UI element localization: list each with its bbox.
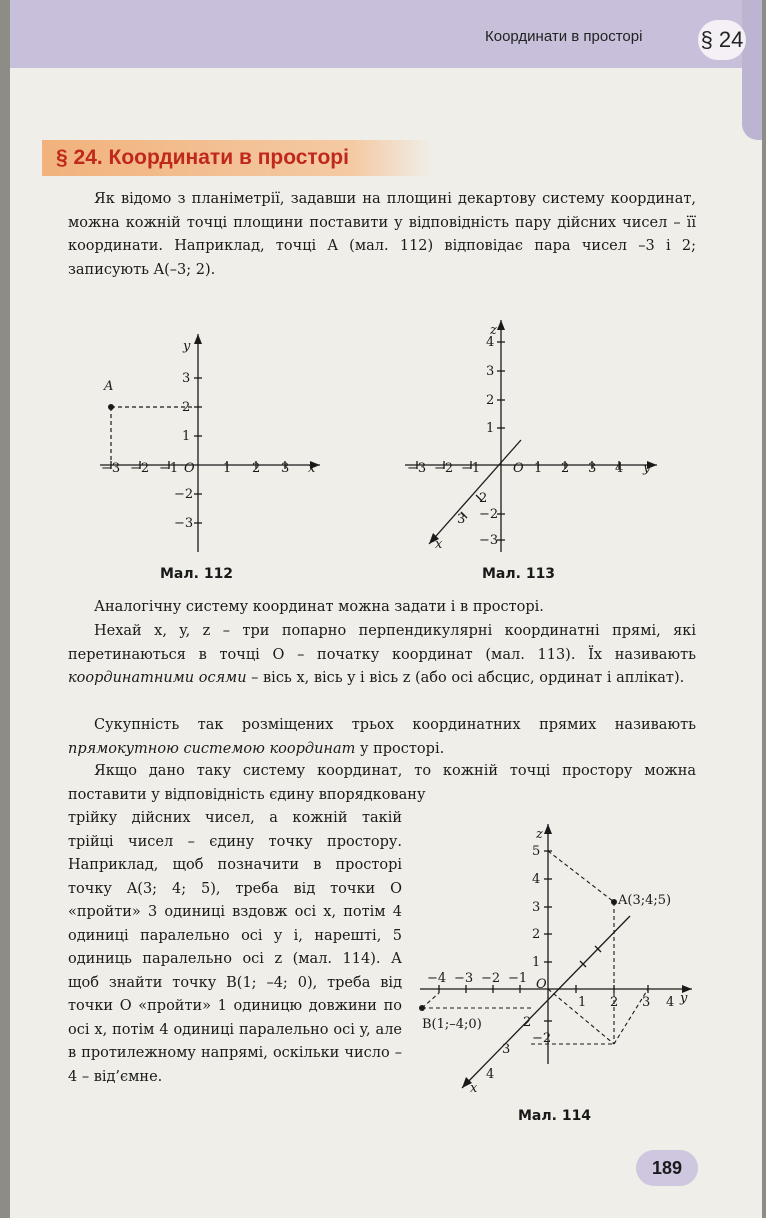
page-number: 189 xyxy=(636,1150,698,1186)
y-tick: 4 xyxy=(666,995,675,1010)
paragraph-correspondence: Якщо дано таку систему координат, то кожній точці простору можна поставити у відповідність єдину впорядковану xyxy=(68,763,696,803)
x-tick: 3 xyxy=(502,1042,511,1057)
figure-113 xyxy=(395,312,675,560)
x-tick: 3 xyxy=(457,512,466,527)
page-edge-tab xyxy=(742,0,762,140)
y-tick: 2 xyxy=(182,400,191,415)
y-tick: 4 xyxy=(615,461,624,476)
y-tick: −1 xyxy=(461,461,481,476)
paragraph-intro: Як відомо з планіметрії, задавши на площині декартову систему координат, можна кожній точці площини поставити у відповідність пару дійсних чисел – її координати. Наприклад, точці A (мал. 112) відповідає пара чисел –3 і 2; записують A(–3; 2). xyxy=(68,191,696,278)
origin-label: O xyxy=(184,461,195,476)
y-tick: −2 xyxy=(481,971,501,986)
point-a-label: A xyxy=(104,379,114,394)
x-tick: −2 xyxy=(130,461,150,476)
y-tick: 1 xyxy=(534,461,543,476)
z-tick: 3 xyxy=(486,364,495,379)
paragraph-system xyxy=(68,714,696,761)
figure-114 xyxy=(410,816,700,1106)
x-tick: 1 xyxy=(223,461,232,476)
z-tick: 2 xyxy=(532,927,541,942)
section-heading-bar xyxy=(42,140,432,176)
caption-112: Мал. 112 xyxy=(160,566,234,582)
section-badge: § 24 xyxy=(698,20,746,60)
p4-text-a: Сукупність так розміщених трьох координатних прямих називають xyxy=(94,717,696,733)
p3-text-a: Нехай x, y, z – три попарно перпендикулярні координатні прямі, які перетинаються в точці O – початку координат (мал. 113). Їх називають xyxy=(68,623,696,663)
y-tick: 3 xyxy=(642,995,651,1010)
point-b-label: B(1;–4;0) xyxy=(422,1017,482,1032)
p3-term: координатними осями xyxy=(68,670,247,686)
caption-114: Мал. 114 xyxy=(518,1108,592,1124)
section-heading: § 24. Координати в просторі xyxy=(56,146,349,169)
y-tick: 1 xyxy=(182,429,191,444)
z-tick: 1 xyxy=(486,421,495,436)
x-tick: 2 xyxy=(523,1015,532,1030)
textbook-page xyxy=(10,0,762,1218)
z-axis-label: z xyxy=(490,323,497,338)
y-tick: −2 xyxy=(174,487,194,502)
z-tick: 3 xyxy=(532,900,541,915)
p4-text-c: у просторі. xyxy=(355,740,445,757)
origin-label: O xyxy=(513,461,524,476)
paragraph-space-system: Аналогічну систему координат можна задати і в просторі. xyxy=(94,599,544,615)
z-tick: 4 xyxy=(486,335,495,350)
y-tick: 3 xyxy=(182,371,191,386)
y-tick: −4 xyxy=(427,971,447,986)
p4-term: прямокутною системою координат xyxy=(68,740,356,757)
point-a xyxy=(611,899,617,905)
running-title: Координати в просторі xyxy=(485,28,643,45)
x-tick: −1 xyxy=(159,461,179,476)
y-axis-label: y xyxy=(183,339,191,354)
point-a-label: A(3;4;5) xyxy=(618,893,672,908)
header-band xyxy=(10,0,762,68)
y-axis-label: y xyxy=(643,461,651,476)
x-tick: 2 xyxy=(252,461,261,476)
z-tick: 5 xyxy=(532,844,541,859)
caption-113: Мал. 113 xyxy=(482,566,556,582)
origin-label: O xyxy=(536,977,547,992)
z-tick: 4 xyxy=(532,872,541,887)
z-tick: −2 xyxy=(479,507,499,522)
y-tick: 2 xyxy=(561,461,570,476)
paragraph-example: трійку дійсних чисел, а кожній такій трійці чисел – єдину точку простору. Наприклад, щоб позначити в просторі точку A(3; 4; 5), треба від точки O «пройти» 3 одиниці вздовж осі x, потім 4 одиниці паралельно осі y і, нарешті, 5 одиниць паралельно осі z (мал. 114). А щоб знайти точку B(1; –4; 0), треба від точки O «пройти» 1 одиницю довжини по осі x, потім 4 одиниці паралельно осі y, але в протилежному напрямі, оскільки число –4 – від’ємне. xyxy=(68,810,402,1085)
y-tick: 2 xyxy=(610,995,619,1010)
z-tick: 1 xyxy=(532,955,541,970)
paragraph-axes xyxy=(68,620,696,691)
y-tick: 3 xyxy=(588,461,597,476)
figure-112 xyxy=(90,320,340,560)
z-axis-label: z xyxy=(536,827,543,842)
x-tick: 2 xyxy=(479,491,488,506)
y-tick: −3 xyxy=(454,971,474,986)
z-tick: −3 xyxy=(479,533,499,548)
x-tick: 3 xyxy=(281,461,290,476)
z-neg-tick: −2 xyxy=(532,1031,552,1046)
x-axis-label: x xyxy=(308,461,316,476)
x-tick: 4 xyxy=(486,1067,495,1082)
y-tick: −3 xyxy=(174,516,194,531)
z-tick: 2 xyxy=(486,393,495,408)
y-tick: −2 xyxy=(434,461,454,476)
point-a xyxy=(108,404,114,410)
point-b xyxy=(419,1005,425,1011)
y-axis-label: y xyxy=(680,991,688,1006)
y-tick: −3 xyxy=(407,461,427,476)
p3-text-c: – вісь x, вісь y і вісь z (або осі абсцис, ординат і аплікат). xyxy=(246,670,685,686)
x-tick: −3 xyxy=(101,461,121,476)
x-axis-label: x xyxy=(470,1081,478,1096)
y-tick: −1 xyxy=(508,971,528,986)
y-tick: 1 xyxy=(578,995,587,1010)
x-axis-label: x xyxy=(435,537,443,552)
